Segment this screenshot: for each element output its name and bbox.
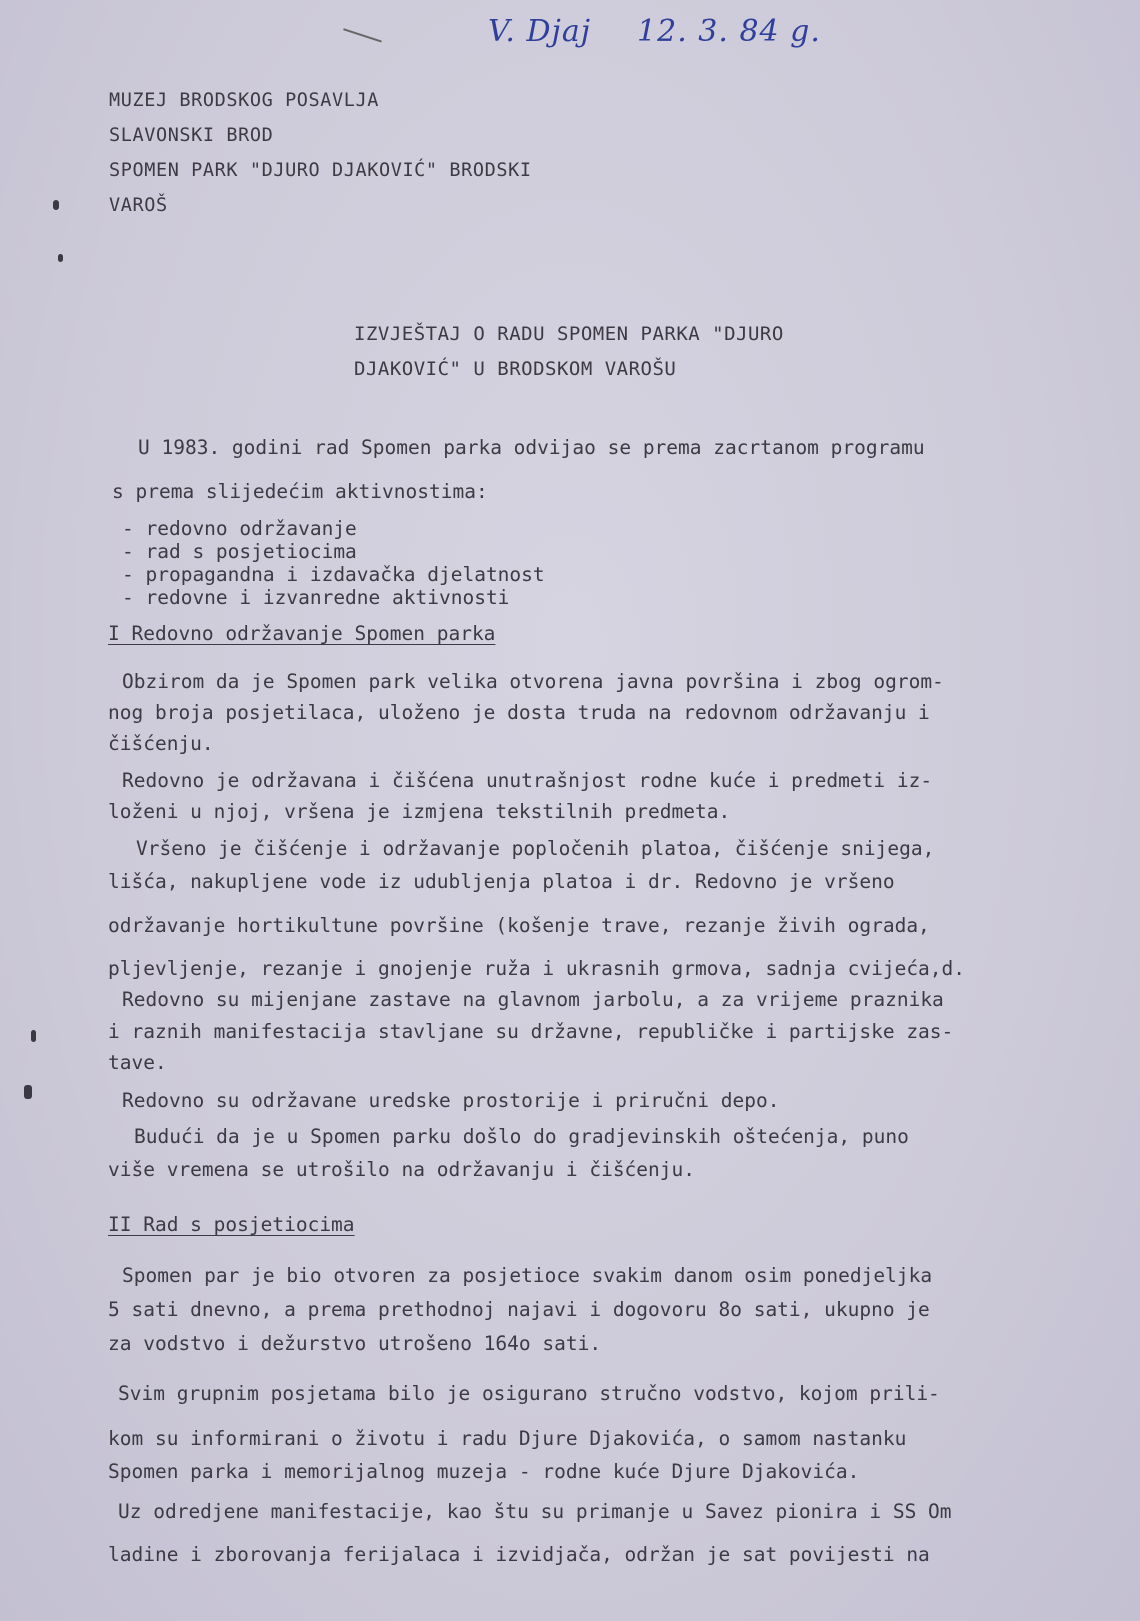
header-institution: MUZEJ BRODSKOG POSAVLJA [109,90,379,111]
body-line: U 1983. godini rad Spomen parka odvijao se prema zacrtanom programu [138,436,925,459]
annotation-initials: V. Djaj [488,14,592,49]
activity-list-item: - redovno održavanje [122,517,357,540]
pencil-mark [338,28,382,57]
punch-hole-mark [53,200,59,210]
handwritten-annotation [488,14,821,49]
body-line: ladine i zborovanja ferijalaca i izvidjača, održan je sat povijesti na [108,1543,930,1566]
punch-hole-mark [31,1030,36,1042]
body-line: Spomen par je bio otvoren za posjetioce svakim danom osim ponedjeljka [122,1264,933,1287]
activity-list-item: - rad s posjetiocima [122,540,357,563]
body-line: za vodstvo i dežurstvo utrošeno 164o sati. [108,1332,602,1355]
header-city: SLAVONSKI BROD [109,125,274,146]
section-heading-1: I Redovno održavanje Spomen parka [108,622,496,645]
body-line: Budući da je u Spomen parku došlo do gradjevinskih oštećenja, puno [134,1125,909,1148]
body-line: čišćenju. [108,732,214,755]
activity-list-item: - propagandna i izdavačka djelatnost [122,563,545,586]
body-line: pljevljenje, rezanje i gnojenje ruža i ukrasnih grmova, sadnja cvijeća,d. [108,957,966,980]
report-title-line-2: DJAKOVIĆ" U BRODSKOM VAROŠU [354,358,677,380]
body-line: Redovno su održavane uredske prostorije i priručni depo. [122,1089,780,1112]
annotation-date: 12. 3. 84 g. [637,14,821,49]
body-line: 5 sati dnevno, a prema prethodnoj najavi i dogovoru 8o sati, ukupno je [108,1298,930,1321]
body-line: održavanje hortikultune površine (košenje trave, rezanje živih ograda, [108,914,930,937]
body-line: nog broja posjetilaca, uloženo je dosta truda na redovnom održavanju i [108,701,930,724]
activity-list-item: - redovne i izvanredne aktivnosti [122,586,510,609]
report-title-line-1: IZVJEŠTAJ O RADU SPOMEN PARKA "DJURO [354,323,784,345]
body-line: lišća, nakupljene vode iz udubljenja platoa i dr. Redovno je vršeno [108,870,895,893]
body-line: kom su informirani o životu i radu Djure Djakovića, o samom nastanku [108,1427,907,1450]
body-line: Spomen parka i memorijalnog muzeja - rodne kuće Djure Djakovića. [108,1460,860,1483]
header-park: SPOMEN PARK "DJURO DJAKOVIĆ" BRODSKI [109,160,532,181]
header-place: VAROŠ [109,195,168,216]
body-line: Redovno su mijenjane zastave na glavnom jarbolu, a za vrijeme praznika [122,988,944,1011]
body-line: i raznih manifestacija stavljane su državne, republičke i partijske zas- [108,1020,954,1043]
section-heading-2: II Rad s posjetiocima [108,1213,355,1236]
body-line: Obzirom da je Spomen park velika otvorena javna površina i zbog ogrom- [122,670,944,693]
body-line: tave. [108,1051,167,1074]
body-line: Vršeno je čišćenje i održavanje popločenih platoa, čišćenje snijega, [136,837,935,860]
body-line: s prema slijedećim aktivnostima: [112,480,488,503]
body-line: Redovno je održavana i čišćena unutrašnjost rodne kuće i predmeti iz- [122,769,933,792]
punch-hole-mark [24,1085,32,1099]
punch-hole-mark [58,254,63,262]
body-line: loženi u njoj, vršena je izmjena tekstilnih predmeta. [108,800,731,823]
body-line: više vremena se utrošilo na održavanju i čišćenju. [108,1158,695,1181]
body-line: Uz odredjene manifestacije, kao štu su primanje u Savez pionira i SS Om [118,1500,952,1523]
body-line: Svim grupnim posjetama bilo je osigurano stručno vodstvo, kojom prili- [118,1382,940,1405]
